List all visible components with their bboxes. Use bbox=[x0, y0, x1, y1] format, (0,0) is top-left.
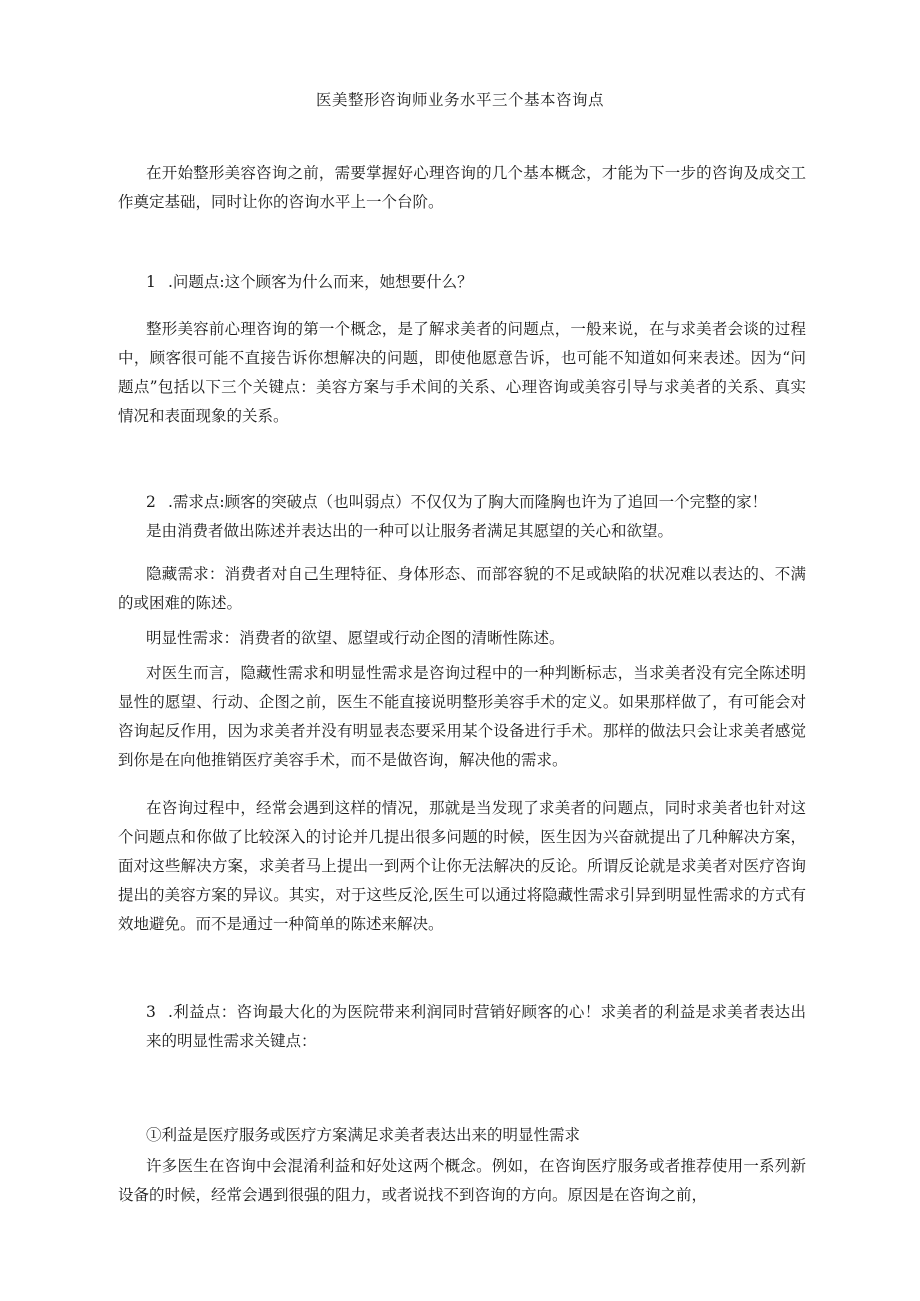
intro-paragraph: 在开始整形美容咨询之前，需要掌握好心理咨询的几个基本概念，才能为下一步的咨询及成交工作奠定基础，同时让你的咨询水平上一个台阶。 bbox=[118, 164, 806, 211]
section-3-point-1: ①利益是医疗服务或医疗方案满足求美者表达出来的明显性需求 bbox=[146, 1126, 581, 1144]
section-1-number: 1 bbox=[146, 273, 156, 291]
section-3-heading bbox=[146, 998, 806, 1056]
section-2-heading-text: .需求点:顾客的突破点（也叫弱点）不仅仅为了胸大而隆胸也许为了追回一个完整的家！ bbox=[168, 493, 768, 511]
section-1-body: 整形美容前心理咨询的第一个概念，是了解求美者的问题点，一般来说，在与求美者会谈的过程中，顾客很可能不直接告诉你想解决的问题，即使他愿意告诉，也可能不知道如何来表述。因为“问题点”包括以下三个关键点：美容方案与手术间的关系、心理咨询或美容引导与求美者的关系、真实情况和表面现象的关系。 bbox=[118, 320, 806, 425]
section-2-paragraph-2: 在咨询过程中，经常会遇到这样的情况，那就是当发现了求美者的问题点，同时求美者也针对这个问题点和你做了比较深入的讨论并几提出很多问题的时候，医生因为兴奋就提出了几种解决方案，面对这些解决方案，求美者马上提出一到两个让你无法解决的反论。所谓反论就是求美者对医疗咨询提出的美容方案的异议。其实，对于这些反沦,医生可以通过将隐藏性需求引异到明显性需求的方式有效地避免。而不是通过一种简单的陈述来解决。 bbox=[118, 799, 806, 933]
section-2-heading bbox=[146, 488, 806, 517]
section-2-hidden-need: 隐藏需求：消费者对自己生理特征、身体形态、而部容貌的不足或缺陷的状况难以表达的、不满的或困难的陈述。 bbox=[118, 565, 806, 612]
section-2-number: 2 bbox=[146, 493, 156, 511]
section-1-heading-text: .问题点:这个顾客为什么而来，她想要什么？ bbox=[168, 273, 473, 291]
section-2-explicit-need: 明显性需求：消费者的欲望、愿望或行动企图的清晰性陈述。 bbox=[146, 629, 565, 647]
section-2-definition: 是由消费者做出陈述并表达出的一种可以让服务者满足其愿望的关心和欲望。 bbox=[146, 522, 674, 540]
section-1-heading bbox=[146, 268, 806, 297]
section-3-number: 3 bbox=[146, 1003, 156, 1021]
section-3-paragraph-1: 许多医生在咨询中会混淆利益和好处这两个概念。例如，在咨询医疗服务或者推荐使用一系列新设备的时候，经常会遇到很强的阻力，或者说找不到咨询的方向。原因是在咨询之前， bbox=[118, 1157, 806, 1204]
section-3-heading-text: .利益点：咨询最大化的为医院带来利润同时营销好顾客的心！求美者的利益是求美者表达出来的明显性需求关键点： bbox=[146, 1003, 806, 1050]
section-2-paragraph-1: 对医生而言，隐藏性需求和明显性需求是咨询过程中的一种判断标志，当求美者没有完全陈述明显性的愿望、行动、企图之前，医生不能直接说明整形美容手术的定义。如果那样做了，有可能会对咨询起反作用，因为求美者并没有明显表态要采用某个设备进行手术。那样的做法只会让求美者感觉到你是在向他推销医疗美容手术，而不是做咨询，解决他的需求。 bbox=[118, 664, 806, 769]
page-title: 医美整形咨询师业务水平三个基本咨询点 bbox=[315, 91, 604, 109]
